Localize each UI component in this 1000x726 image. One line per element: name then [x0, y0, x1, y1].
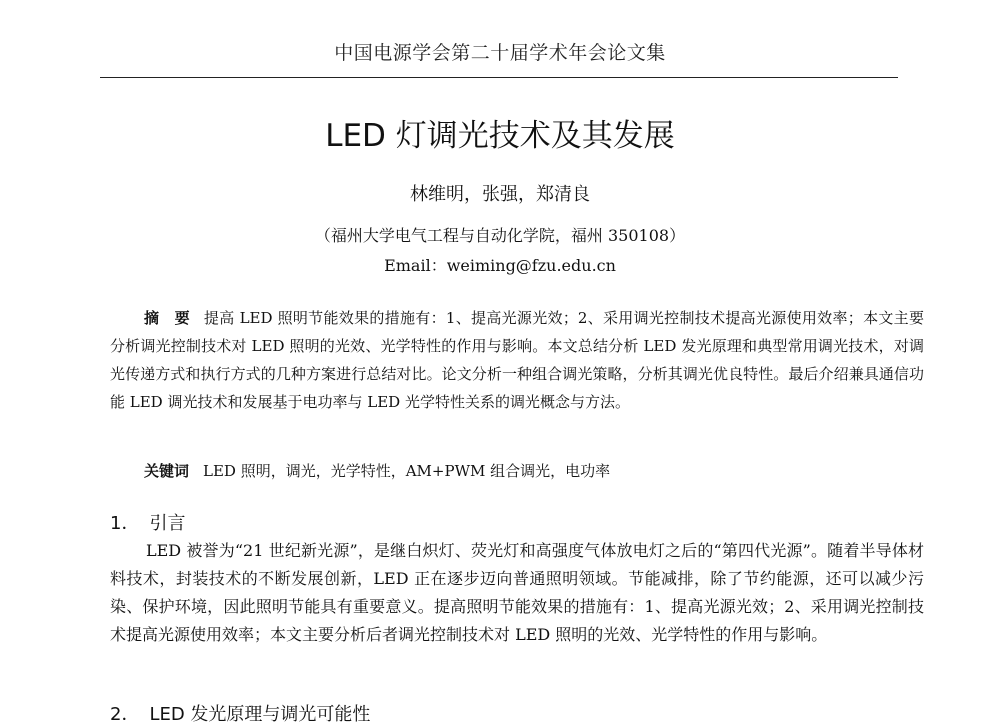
section-heading-introduction [110, 509, 185, 535]
affiliation: （福州大学电气工程与自动化学院，福州 350108） [314, 226, 686, 245]
section-title: LED 发光原理与调光可能性 [149, 704, 371, 725]
contact-email: Email：weiming@fzu.edu.cn [384, 256, 616, 275]
running-header: 中国电源学会第二十届学术年会论文集 [334, 42, 666, 64]
keywords-text: LED 照明，调光，光学特性，AM+PWM 组合调光，电功率 [203, 462, 611, 480]
abstract [110, 304, 924, 416]
author-list: 林维明，张强，郑清良 [410, 184, 590, 205]
section-number: 2． [110, 704, 140, 725]
header-rule [100, 77, 898, 78]
abstract-text: 提高 LED 照明节能效果的措施有：1、提高光源光效；2、采用调光控制技术提高光源使用效率；本文主要分析调光控制技术对 LED 照明的光效、光学特性的作用与影响。本文总结分析 LED 发光原理和典型常用调光技术，对调光传递方式和执行方式的几种方案进行总结对比。论文分析一种组合调光策略，分析其调光优良特性。最后介绍兼具通信功能 LED 调光技术和发展基于电功率与 LED 光学特性关系的调光概念与方法。 [110, 309, 924, 411]
section-body-introduction: LED 被誉为“21 世纪新光源”，是继白炽灯、荧光灯和高强度气体放电灯之后的“第四代光源”。随着半导体材料技术，封装技术的不断发展创新，LED 正在逐步迈向普通照明领域。节能减排，除了节约能源，还可以减少污染、保护环境，因此照明节能具有重要意义。提高照明节能效果的措施有：1、提高光源光效；2、采用调光控制技术提高光源使用效率；本文主要分析后者调光控制技术对 LED 照明的光效、光学特性的作用与影响。 [110, 541, 924, 644]
abstract-label: 摘 要 [144, 309, 190, 327]
section-number: 1． [110, 513, 140, 534]
paper-title: LED 灯调光技术及其发展 [325, 118, 675, 154]
section-heading-led-principle [110, 700, 370, 726]
keywords-label: 关键词 [144, 462, 190, 480]
section-title: 引言 [149, 513, 186, 534]
keywords [144, 459, 924, 483]
